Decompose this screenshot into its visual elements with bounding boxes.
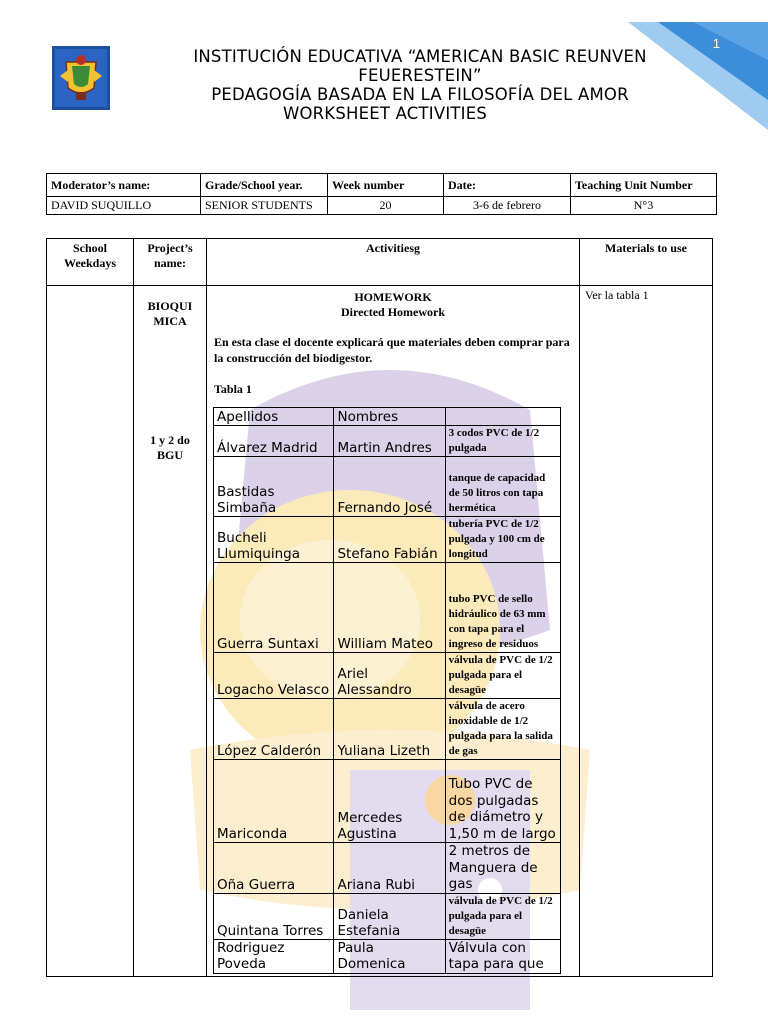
student-apellidos: Oña Guerra — [214, 843, 334, 894]
table-row — [214, 760, 561, 843]
table-row — [214, 843, 561, 894]
students-header-apellidos: Apellidos — [214, 408, 334, 426]
info-header-grade: Grade/School year. — [201, 174, 328, 197]
info-header-week: Week number — [328, 174, 444, 197]
student-nombres: Fernando José — [334, 457, 445, 517]
student-nombres: Paula Domenica — [334, 939, 445, 973]
student-material: válvula de PVC de 1/2 pulgada para el desagüe — [445, 893, 560, 939]
info-date-value: 3-6 de febrero — [444, 197, 571, 215]
school-logo — [52, 46, 110, 110]
activities-table — [46, 238, 713, 977]
header-line-3: PEDAGOGÍA BASADA EN LA FILOSOFÍA DEL AMOR — [211, 85, 629, 104]
main-header-row — [47, 239, 713, 286]
students-header-material — [445, 408, 560, 426]
student-apellidos: Álvarez Madrid — [214, 426, 334, 457]
student-nombres: Ariana Rubi — [334, 843, 445, 894]
student-material: Tubo PVC de dos pulgadas de diámetro y 1,50 m de largo — [445, 760, 560, 843]
student-material: 2 metros de Manguera de gas — [445, 843, 560, 894]
header-materials: Materials to use — [580, 239, 713, 286]
header-line-2: FEUERESTEIN” — [358, 66, 482, 85]
table-row — [214, 653, 561, 699]
student-apellidos: Guerra Suntaxi — [214, 563, 334, 653]
student-apellidos: Rodriguez Poveda — [214, 939, 334, 973]
info-table — [46, 173, 717, 215]
student-material: válvula de acero inoxidable de 1/2 pulgada para la salida de gas — [445, 699, 560, 760]
header-school-weekdays: School Weekdays — [47, 239, 134, 286]
project-cell — [134, 286, 207, 977]
project-name: BIOQUI MICA — [147, 299, 193, 328]
info-header-date: Date: — [444, 174, 571, 197]
student-nombres: Martin Andres — [334, 426, 445, 457]
student-apellidos: Mariconda — [214, 760, 334, 843]
grade-label: 1 y 2 do BGU — [150, 433, 190, 462]
header-line-4: WORKSHEET ACTIVITIES — [282, 104, 488, 123]
main-content-row — [47, 286, 713, 977]
info-moderator-value: DAVID SUQUILLO — [47, 197, 201, 215]
student-material: tanque de capacidad de 50 litros con tapa hermética — [445, 457, 560, 517]
header-activities: Activitiesg — [207, 239, 580, 286]
weekdays-cell — [47, 286, 134, 977]
students-header-row — [214, 408, 561, 426]
info-header-moderator: Moderator’s name: — [47, 174, 201, 197]
student-nombres: Daniela Estefania — [334, 893, 445, 939]
student-material: tubería PVC de 1/2 pulgada y 100 cm de longitud — [445, 517, 560, 563]
activity-title: HOMEWORK — [354, 290, 432, 304]
student-nombres: Yuliana Lizeth — [334, 699, 445, 760]
student-nombres: Ariel Alessandro — [334, 653, 445, 699]
info-week-value: 20 — [328, 197, 444, 215]
info-unit-value: N°3 — [571, 197, 717, 215]
students-header-nombres: Nombres — [334, 408, 445, 426]
activity-subtitle: Directed Homework — [340, 305, 446, 319]
document-header — [160, 47, 680, 123]
student-material: 3 codos PVC de 1/2 pulgada — [445, 426, 560, 457]
student-apellidos: Logacho Velasco — [214, 653, 334, 699]
table-row — [214, 517, 561, 563]
info-grade-value: SENIOR STUDENTS — [201, 197, 328, 215]
activity-description: En esta clase el docente explicará que materiales deben comprar para la construcción del biodigestor. — [214, 335, 570, 365]
table-row — [214, 563, 561, 653]
student-nombres: William Mateo — [334, 563, 445, 653]
student-material: Válvula con tapa para que — [445, 939, 560, 973]
materials-cell — [580, 286, 713, 977]
table-row — [214, 893, 561, 939]
materials-text: Ver la tabla 1 — [585, 288, 649, 302]
info-header-row — [47, 174, 717, 197]
page-number: 1 — [712, 36, 720, 51]
student-material: tubo PVC de sello hidráulico de 63 mm con tapa para el ingreso de residuos — [445, 563, 560, 653]
student-apellidos: Quintana Torres — [214, 893, 334, 939]
student-material: válvula de PVC de 1/2 pulgada para el desagüe — [445, 653, 560, 699]
info-value-row — [47, 197, 717, 215]
table-label: Tabla 1 — [214, 382, 252, 396]
table-row — [214, 939, 561, 973]
students-table — [213, 407, 561, 974]
student-apellidos: Bucheli Llumiquinga — [214, 517, 334, 563]
header-line-1: INSTITUCIÓN EDUCATIVA “AMERICAN BASIC REUNVEN — [193, 47, 647, 66]
student-nombres: Stefano Fabián — [334, 517, 445, 563]
table-row — [214, 426, 561, 457]
student-apellidos: López Calderón — [214, 699, 334, 760]
student-nombres: Mercedes Agustina — [334, 760, 445, 843]
header-project-name: Project’s name: — [134, 239, 207, 286]
table-row — [214, 699, 561, 760]
table-row — [214, 457, 561, 517]
student-apellidos: Bastidas Simbaña — [214, 457, 334, 517]
activity-cell — [207, 286, 580, 977]
info-header-unit: Teaching Unit Number — [571, 174, 717, 197]
